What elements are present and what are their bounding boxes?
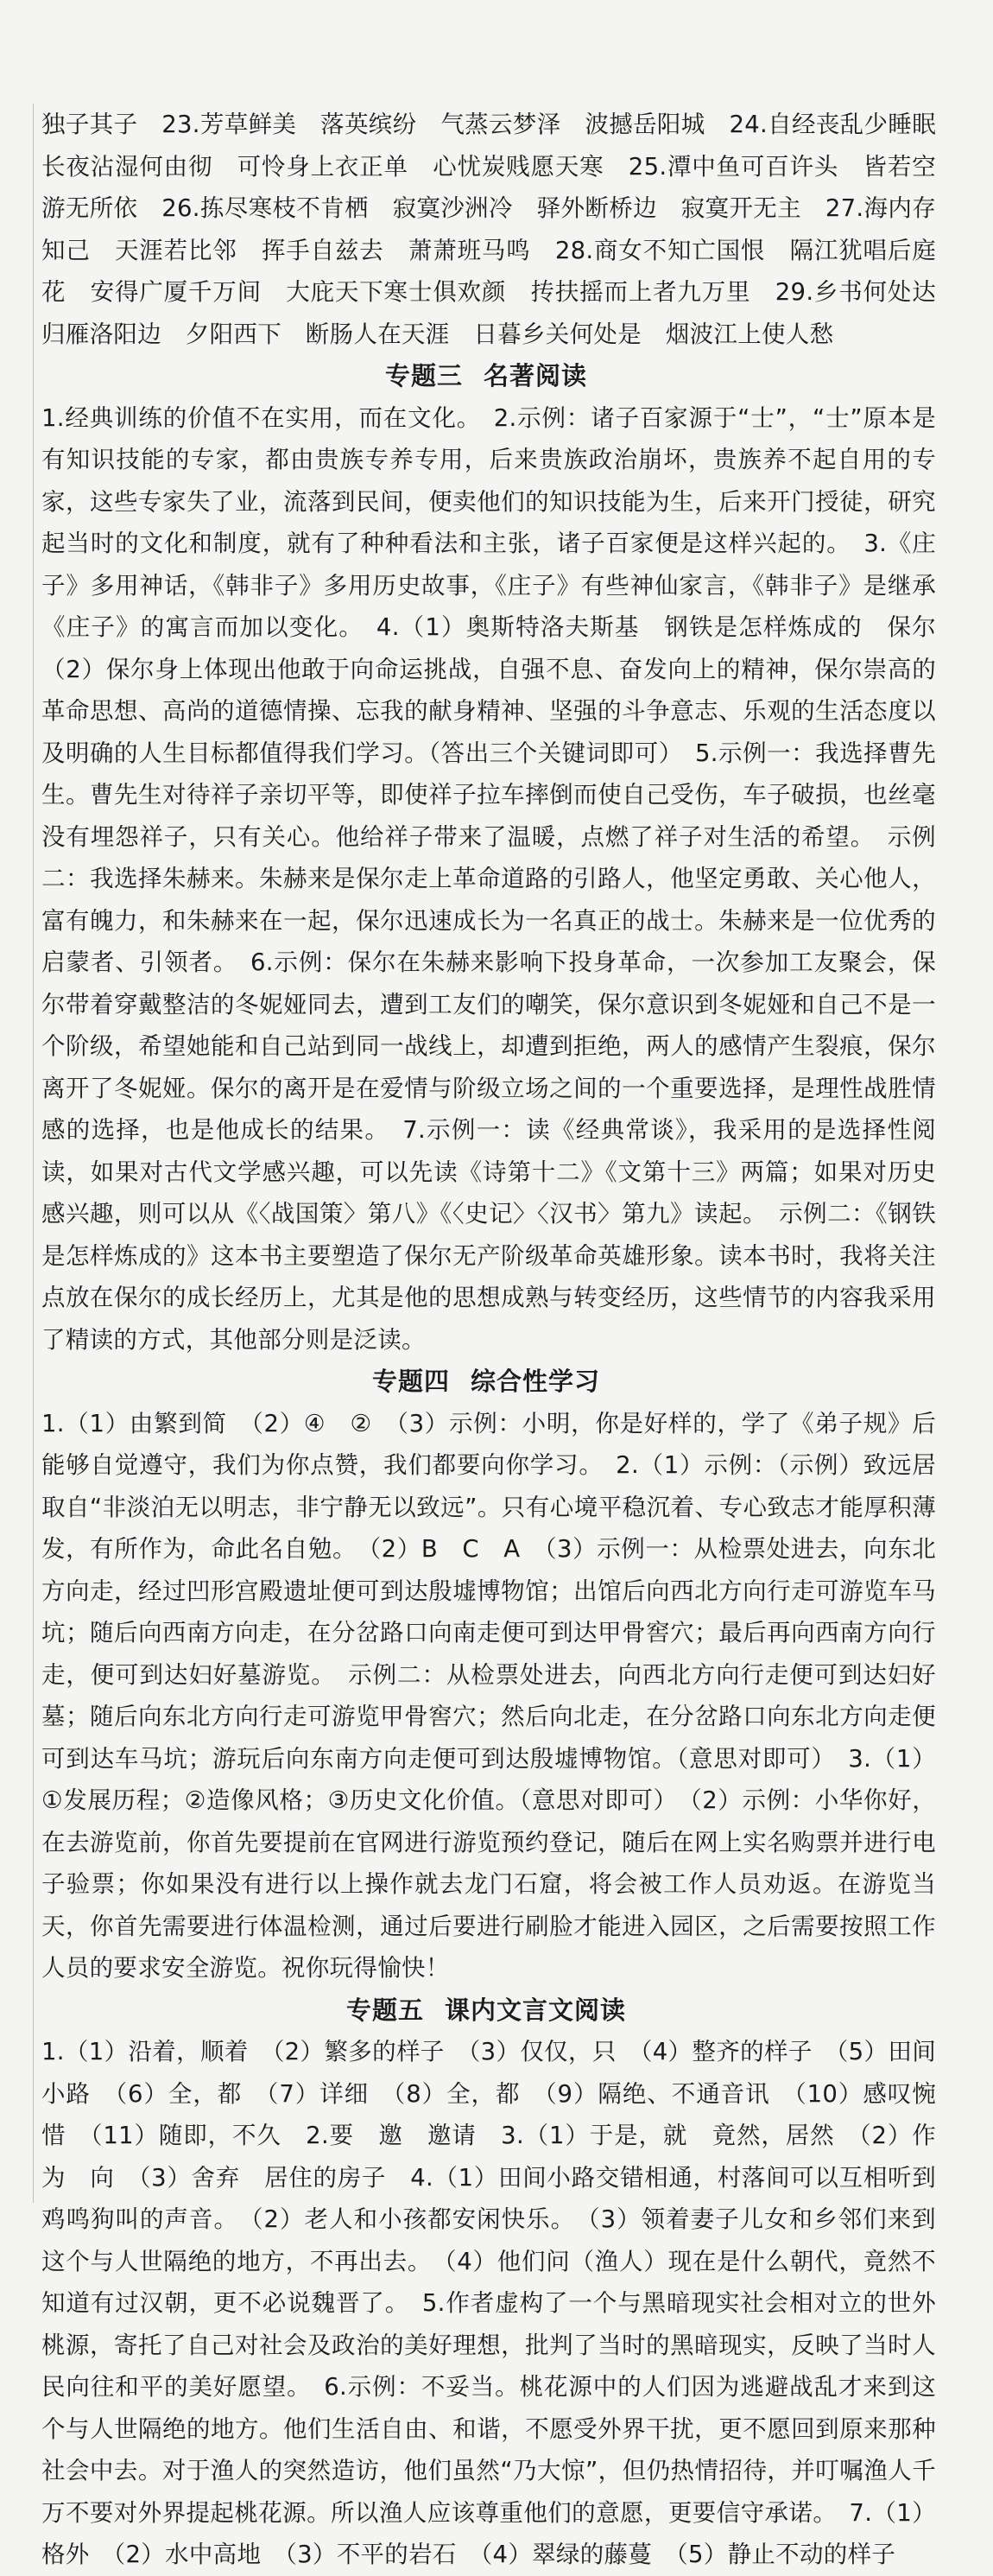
section-number: 专题四 bbox=[371, 1367, 450, 1396]
section-title: 课内文言文阅读 bbox=[445, 1995, 627, 2025]
section-body-4: 1.（1）由繁到简 （2）④ ② （3）示例：小明，你是好样的，学了《弟子规》后能够自觉遵守，我们为你点赞，我们都要向你学习。 2.（1）示例：（示例）致远居取自“非淡泊无以明志，非宁静无以致远”。只有心境平稳沉着、专心致志才能厚积薄发，有所作为，命此名自勉。 （2）B C A （3）示例一：从检票处进去，向东北方向走，经过凹形宫殿遗址便可到达殷墟博物馆；出馆后向西北方向行走可游览车马坑；随后向西南方向走，在分岔路口向南走便可到达甲骨窖穴；最后再向西南方向行走，便可到达妇好墓游览。 示例二：从检票处进去，向西北方向行走便可到达妇好墓；随后向东北方向行走可游览甲骨窖穴；然后向北走，在分岔路口向东北方向走便可到达车马坑；游玩后向东南方向走便可到达殷墟博物馆。（意思对即可） 3.（1）①发展历程；②造像风格；③历史文化价值。（意思对即可） （2）示例：小华你好，在去游览前，你首先要提前在官网进行游览预约登记，随后在网上实名购票并进行电子验票；你如果没有进行以上操作就去龙门石窟，将会被工作人员劝返。在游览当天，你首先需要进行体温检测，通过后要进行刷脸才能进入园区，之后需要按照工作人员的要求安全游览。祝你玩得愉快！ bbox=[41, 1409, 936, 1982]
left-margin-rule bbox=[33, 104, 34, 2203]
section-number: 专题五 bbox=[345, 1995, 424, 2025]
section-body-3: 1.经典训练的价值不在实用，而在文化。 2.示例：诸子百家源于“士”，“士”原本是有知识技能的专家，都由贵族专养专用，后来贵族政治崩坏，贵族养不起自用的专家，这些专家失了业，流落到民间，便卖他们的知识技能为生，后来开门授徒，研究起当时的文化和制度，就有了种种看法和主张，诸子百家便是这样兴起的。 3.《庄子》多用神话，《韩非子》多用历史故事，《庄子》有些神仙家言，《韩非子》是继承《庄子》的寓言而加以变化。 4.（1）奥斯特洛夫斯基 钢铁是怎样炼成的 保尔 （2）保尔身上体现出他敢于向命运挑战，自强不息、奋发向上的精神，保尔崇高的革命思想、高尚的道德情操、忘我的献身精神、坚强的斗争意志、乐观的生活态度以及明确的人生目标都值得我们学习。（答出三个关键词即可） 5.示例一：我选择曹先生。曹先生对待祥子亲切平等，即使祥子拉车摔倒而使自己受伤，车子破损，也丝毫没有埋怨祥子，只有关心。他给祥子带来了温暖，点燃了祥子对生活的希望。 示例二：我选择朱赫来。朱赫来是保尔走上革命道路的引路人，他坚定勇敢、关心他人，富有魄力，和朱赫来在一起，保尔迅速成长为一名真正的战士。朱赫来是一位优秀的启蒙者、引领者。 6.示例：保尔在朱赫来影响下投身革命，一次参加工友聚会，保尔带着穿戴整洁的冬妮娅同去，遭到工友们的嘲笑，保尔意识到冬妮娅和自己不是一个阶级，希望她能和自己站到同一战线上，却遭到拒绝，两人的感情产生裂痕，保尔离开了冬妮娅。保尔的离开是在爱情与阶级立场之间的一个重要选择，是理性战胜情感的选择，也是他成长的结果。 7.示例一：读《经典常谈》，我采用的是选择性阅读，如果对古代文学感兴趣，可以先读《诗第十二》《文第十三》两篇；如果对历史感兴趣，则可以从《〈战国策〉第八》《〈史记〉〈汉书〉第九》读起。 示例二：《钢铁是怎样炼成的》这本书主要塑造了保尔无产阶级革命英雄形象。读本书时，我将关注点放在保尔的成长经历上，尤其是他的思想成熟与转变经历，这些情节的内容我采用了精读的方式，其他部分则是泛读。 bbox=[41, 403, 960, 1354]
section-title: 综合性学习 bbox=[471, 1367, 601, 1396]
section-title: 名著阅读 bbox=[484, 361, 588, 390]
section-body-5: 1.（1）沿着，顺着 （2）繁多的样子 （3）仅仅，只 （4）整齐的样子 （5）田间小路 （6）全，都 （7）详细 （8）全，都 （9）隔绝、不通音讯 （10）感叹惋惜 （11）随即，不久 2.要 邀 邀请 3.（1）于是，就 竟然，居然 （2）作为 向 （3）舍弃 居住的房子 4.（1）田间小路交错相通，村落间可以互相听到鸡鸣狗叫的声音。 （2）老人和小孩都安闲快乐。 （3）领着妻子儿女和乡邻们来到这个与人世隔绝的地方，不再出去。 （4）他们问（渔人）现在是什么朝代，竟然不知道有过汉朝，更不必说魏晋了。 5.作者虚构了一个与黑暗现实社会相对立的世外桃源，寄托了自己对社会及政治的美好理想，批判了当时的黑暗现实，反映了当时人民向往和平的美好愿望。 6.示例：不妥当。桃花源中的人们因为逃避战乱才来到这个与人世隔绝的地方。他们生活自由、和谐，不愿受外界干扰，更不愿回到原来那种社会中去。对于渔人的突然造访，他们虽然“乃大惊”，但仍热情招待，并叮嘱渔人千万不要对外界提起桃花源。所以渔人应该尊重他们的意愿，更要信守承诺。 7.（1）格外 （2）水中高地 （3）不平的岩石 （4）翠绿的藤蔓 （5）静止不动的样子 bbox=[41, 2038, 936, 2568]
section-number: 专题三 bbox=[384, 361, 463, 390]
section-heading-3 bbox=[33, 355, 939, 397]
section-heading-4 bbox=[33, 1361, 939, 1403]
intro-paragraph: 独子其子 23.芳草鲜美 落英缤纷 气蒸云梦泽 波撼岳阳城 24.自经丧乱少睡眠 长夜沾湿何由彻 可怜身上衣正单 心忧炭贱愿天寒 25.潭中鱼可百许头 皆若空游无所依 26.拣尽寒枝不肯栖 寂寞沙洲冷 驿外断桥边 寂寞开无主 27.海内存知己 天涯若比邻 挥手自兹去 萧萧班马鸣 28.商女不知亡国恨 隔江犹唱后庭花 安得广厦千万间 大庇天下寒士俱欢颜 抟扶摇而上者九万里 29.乡书何处达 归雁洛阳边 夕阳西下 断肠人在天涯 日暮乡关何处是 烟波江上使人愁 bbox=[41, 111, 960, 348]
answer-page bbox=[33, 104, 960, 2568]
section-heading-5 bbox=[33, 1989, 939, 2032]
